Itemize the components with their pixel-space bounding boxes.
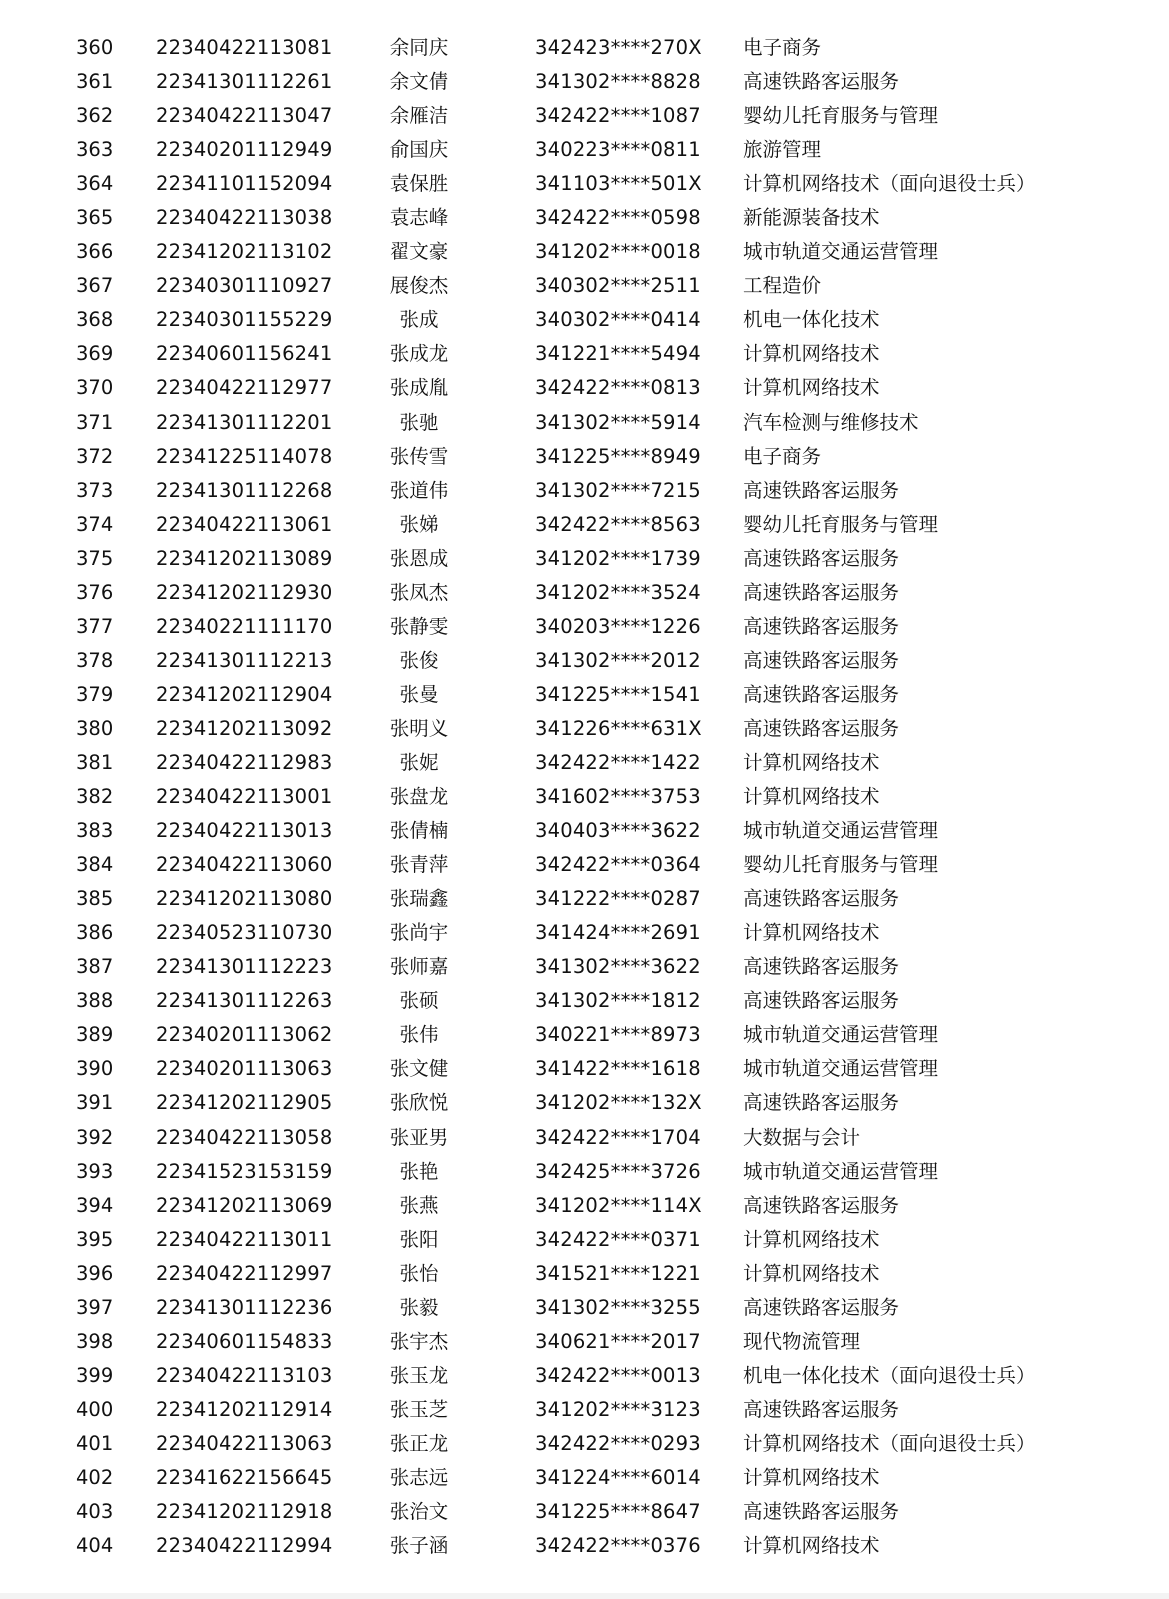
table-row bbox=[0, 1461, 1169, 1495]
table-row bbox=[0, 1018, 1169, 1052]
major-name: 计算机网络技术 bbox=[743, 750, 880, 774]
id-card-number: 341103****501X bbox=[535, 172, 702, 196]
student-exam-id: 22340422113047 bbox=[156, 104, 333, 128]
major-name: 高速铁路客运服务 bbox=[743, 682, 900, 706]
student-exam-id: 22340422113001 bbox=[156, 785, 333, 809]
student-name: 张成 bbox=[399, 308, 439, 332]
student-name: 张驰 bbox=[399, 410, 439, 434]
major-name: 婴幼儿托育服务与管理 bbox=[743, 104, 939, 128]
row-number: 381 bbox=[76, 750, 114, 774]
student-exam-id: 22341202112930 bbox=[156, 580, 333, 604]
student-name: 张瑞鑫 bbox=[389, 887, 449, 911]
student-exam-id: 22340301155229 bbox=[156, 308, 333, 332]
row-number: 388 bbox=[76, 989, 114, 1013]
row-number: 371 bbox=[76, 410, 114, 434]
table-row bbox=[0, 65, 1169, 99]
student-exam-id: 22340422113061 bbox=[156, 512, 333, 536]
row-number: 373 bbox=[76, 478, 114, 502]
row-number: 382 bbox=[76, 785, 114, 809]
student-exam-id: 22340422113011 bbox=[156, 1227, 333, 1251]
row-number: 376 bbox=[76, 580, 114, 604]
table-row bbox=[0, 1529, 1169, 1563]
major-name: 高速铁路客运服务 bbox=[743, 1193, 900, 1217]
major-name: 城市轨道交通运营管理 bbox=[743, 240, 939, 264]
row-number: 399 bbox=[76, 1363, 114, 1387]
table-row bbox=[0, 1052, 1169, 1086]
student-name: 张盘龙 bbox=[389, 785, 449, 809]
student-exam-id: 22341225114078 bbox=[156, 444, 333, 468]
table-row bbox=[0, 882, 1169, 916]
row-number: 361 bbox=[76, 70, 114, 94]
id-card-number: 340403****3622 bbox=[535, 819, 701, 843]
table-row bbox=[0, 746, 1169, 780]
major-name: 高速铁路客运服务 bbox=[743, 1295, 900, 1319]
major-name: 高速铁路客运服务 bbox=[743, 887, 900, 911]
student-name: 张燕 bbox=[399, 1193, 439, 1217]
row-number: 379 bbox=[76, 682, 114, 706]
id-card-number: 342422****0813 bbox=[535, 376, 701, 400]
major-name: 高速铁路客运服务 bbox=[743, 70, 900, 94]
table-row bbox=[0, 1495, 1169, 1529]
id-card-number: 342422****8563 bbox=[535, 512, 701, 536]
row-number: 374 bbox=[76, 512, 114, 536]
major-name: 城市轨道交通运营管理 bbox=[743, 1159, 939, 1183]
id-card-number: 340203****1226 bbox=[535, 614, 701, 638]
major-name: 城市轨道交通运营管理 bbox=[743, 819, 939, 843]
student-name: 张亚男 bbox=[389, 1125, 449, 1149]
student-name: 张成胤 bbox=[389, 376, 449, 400]
major-name: 计算机网络技术 bbox=[743, 1261, 880, 1285]
row-number: 385 bbox=[76, 887, 114, 911]
student-exam-id: 22340422113058 bbox=[156, 1125, 333, 1149]
student-name: 展俊杰 bbox=[389, 274, 449, 298]
student-exam-id: 22340301110927 bbox=[156, 274, 333, 298]
student-name: 张成龙 bbox=[389, 342, 449, 366]
student-name: 张正龙 bbox=[389, 1431, 449, 1455]
id-card-number: 342425****3726 bbox=[535, 1159, 701, 1183]
student-exam-id: 22340422113103 bbox=[156, 1363, 333, 1387]
id-card-number: 342422****1422 bbox=[535, 750, 701, 774]
id-card-number: 342422****0364 bbox=[535, 853, 701, 877]
row-number: 387 bbox=[76, 955, 114, 979]
id-card-number: 342422****0371 bbox=[535, 1227, 701, 1251]
row-number: 393 bbox=[76, 1159, 114, 1183]
major-name: 计算机网络技术（面向退役士兵） bbox=[743, 172, 1036, 196]
id-card-number: 341302****1812 bbox=[535, 989, 701, 1013]
student-name: 张宇杰 bbox=[389, 1329, 449, 1353]
student-exam-id: 22340201113063 bbox=[156, 1057, 333, 1081]
table-row bbox=[0, 644, 1169, 678]
row-number: 389 bbox=[76, 1023, 114, 1047]
table-row bbox=[0, 576, 1169, 610]
student-name: 张传雪 bbox=[389, 444, 449, 468]
major-name: 高速铁路客运服务 bbox=[743, 716, 900, 740]
student-exam-id: 22341301112213 bbox=[156, 648, 333, 672]
id-card-number: 341225****8949 bbox=[535, 444, 701, 468]
student-name: 张志远 bbox=[389, 1465, 449, 1489]
table-row bbox=[0, 167, 1169, 201]
row-number: 386 bbox=[76, 921, 114, 945]
table-row bbox=[0, 1257, 1169, 1291]
row-number: 372 bbox=[76, 444, 114, 468]
major-name: 计算机网络技术 bbox=[743, 1465, 880, 1489]
table-row bbox=[0, 916, 1169, 950]
major-name: 高速铁路客运服务 bbox=[743, 1397, 900, 1421]
row-number: 401 bbox=[76, 1431, 114, 1455]
table-row bbox=[0, 99, 1169, 133]
major-name: 高速铁路客运服务 bbox=[743, 580, 900, 604]
student-exam-id: 22340523110730 bbox=[156, 921, 333, 945]
row-number: 397 bbox=[76, 1295, 114, 1319]
student-name: 张曼 bbox=[399, 682, 439, 706]
id-card-number: 341302****7215 bbox=[535, 478, 701, 502]
student-name: 余文倩 bbox=[389, 70, 449, 94]
student-name: 袁保胜 bbox=[389, 172, 449, 196]
id-card-number: 340621****2017 bbox=[535, 1329, 701, 1353]
student-exam-id: 22340422112994 bbox=[156, 1534, 333, 1558]
student-exam-id: 22341202112918 bbox=[156, 1500, 333, 1524]
id-card-number: 341225****1541 bbox=[535, 682, 701, 706]
row-number: 394 bbox=[76, 1193, 114, 1217]
id-card-number: 341202****0018 bbox=[535, 240, 701, 264]
table-row bbox=[0, 371, 1169, 405]
row-number: 363 bbox=[76, 138, 114, 162]
major-name: 机电一体化技术（面向退役士兵） bbox=[743, 1363, 1036, 1387]
student-name: 张硕 bbox=[399, 989, 439, 1013]
row-number: 362 bbox=[76, 104, 114, 128]
id-card-number: 342422****0598 bbox=[535, 206, 701, 230]
id-card-number: 341424****2691 bbox=[535, 921, 701, 945]
student-name: 张治文 bbox=[389, 1500, 449, 1524]
major-name: 计算机网络技术 bbox=[743, 1227, 880, 1251]
student-name: 张文健 bbox=[389, 1057, 449, 1081]
student-exam-id: 22340422112983 bbox=[156, 750, 333, 774]
student-exam-id: 22341301112201 bbox=[156, 410, 333, 434]
table-row bbox=[0, 950, 1169, 984]
id-card-number: 341221****5494 bbox=[535, 342, 701, 366]
student-name: 张道伟 bbox=[389, 478, 449, 502]
major-name: 电子商务 bbox=[743, 444, 822, 468]
student-name: 张妮 bbox=[399, 750, 439, 774]
row-number: 365 bbox=[76, 206, 114, 230]
id-card-number: 340302****0414 bbox=[535, 308, 701, 332]
row-number: 390 bbox=[76, 1057, 114, 1081]
row-number: 380 bbox=[76, 716, 114, 740]
student-name: 张欣悦 bbox=[389, 1091, 449, 1115]
student-exam-id: 22341101152094 bbox=[156, 172, 333, 196]
table-row bbox=[0, 814, 1169, 848]
table-row bbox=[0, 31, 1169, 65]
table-row bbox=[0, 1155, 1169, 1189]
major-name: 大数据与会计 bbox=[743, 1125, 861, 1149]
student-exam-id: 22340601156241 bbox=[156, 342, 333, 366]
student-exam-id: 22341202113102 bbox=[156, 240, 333, 264]
student-exam-id: 22340601154833 bbox=[156, 1329, 333, 1353]
id-card-number: 342422****1087 bbox=[535, 104, 701, 128]
student-name: 张倩楠 bbox=[389, 819, 449, 843]
student-exam-id: 22341301112263 bbox=[156, 989, 333, 1013]
row-number: 398 bbox=[76, 1329, 114, 1353]
row-number: 395 bbox=[76, 1227, 114, 1251]
student-name: 余雁洁 bbox=[389, 104, 449, 128]
major-name: 高速铁路客运服务 bbox=[743, 546, 900, 570]
table-row bbox=[0, 474, 1169, 508]
student-exam-id: 22340221111170 bbox=[156, 614, 333, 638]
student-exam-id: 22341202113089 bbox=[156, 546, 333, 570]
major-name: 高速铁路客运服务 bbox=[743, 648, 900, 672]
id-card-number: 341302****8828 bbox=[535, 70, 701, 94]
table-row bbox=[0, 848, 1169, 882]
student-name: 张青萍 bbox=[389, 853, 449, 877]
major-name: 高速铁路客运服务 bbox=[743, 955, 900, 979]
student-name: 俞国庆 bbox=[389, 138, 449, 162]
student-exam-id: 22341622156645 bbox=[156, 1465, 333, 1489]
student-exam-id: 22340422112997 bbox=[156, 1261, 333, 1285]
student-exam-id: 22341301112261 bbox=[156, 70, 333, 94]
row-number: 404 bbox=[76, 1534, 114, 1558]
student-exam-id: 22341301112223 bbox=[156, 955, 333, 979]
major-name: 计算机网络技术（面向退役士兵） bbox=[743, 1431, 1036, 1455]
student-exam-id: 22340422113013 bbox=[156, 819, 333, 843]
major-name: 高速铁路客运服务 bbox=[743, 614, 900, 638]
student-exam-id: 22341301112236 bbox=[156, 1295, 333, 1319]
table-row bbox=[0, 1223, 1169, 1257]
table-row bbox=[0, 235, 1169, 269]
table-row bbox=[0, 780, 1169, 814]
table-row bbox=[0, 1086, 1169, 1120]
table-row bbox=[0, 1189, 1169, 1223]
student-exam-id: 22341202113092 bbox=[156, 716, 333, 740]
table-row bbox=[0, 610, 1169, 644]
student-exam-id: 22341202112905 bbox=[156, 1091, 333, 1115]
id-card-number: 342422****0376 bbox=[535, 1534, 701, 1558]
row-number: 400 bbox=[76, 1397, 114, 1421]
student-exam-id: 22341523153159 bbox=[156, 1159, 333, 1183]
page-bottom-edge bbox=[0, 1593, 1169, 1599]
major-name: 计算机网络技术 bbox=[743, 921, 880, 945]
id-card-number: 341302****3255 bbox=[535, 1295, 701, 1319]
row-number: 377 bbox=[76, 614, 114, 638]
table-row bbox=[0, 678, 1169, 712]
major-name: 旅游管理 bbox=[743, 138, 822, 162]
student-exam-id: 22341202113080 bbox=[156, 887, 333, 911]
table-row bbox=[0, 1393, 1169, 1427]
id-card-number: 341224****6014 bbox=[535, 1465, 701, 1489]
student-name: 张子涵 bbox=[389, 1534, 449, 1558]
id-card-number: 341521****1221 bbox=[535, 1261, 701, 1285]
id-card-number: 342422****1704 bbox=[535, 1125, 701, 1149]
table-row bbox=[0, 1359, 1169, 1393]
row-number: 392 bbox=[76, 1125, 114, 1149]
id-card-number: 341202****3123 bbox=[535, 1397, 701, 1421]
id-card-number: 340223****0811 bbox=[535, 138, 701, 162]
major-name: 工程造价 bbox=[743, 274, 822, 298]
major-name: 计算机网络技术 bbox=[743, 785, 880, 809]
row-number: 402 bbox=[76, 1465, 114, 1489]
student-name: 张毅 bbox=[399, 1295, 439, 1319]
id-card-number: 341222****0287 bbox=[535, 887, 701, 911]
row-number: 368 bbox=[76, 308, 114, 332]
major-name: 计算机网络技术 bbox=[743, 376, 880, 400]
student-exam-id: 22341301112268 bbox=[156, 478, 333, 502]
student-exam-id: 22340201113062 bbox=[156, 1023, 333, 1047]
student-name: 张怡 bbox=[399, 1261, 439, 1285]
student-exam-id: 22340201112949 bbox=[156, 138, 333, 162]
student-name: 翟文豪 bbox=[389, 240, 449, 264]
table-row bbox=[0, 1121, 1169, 1155]
student-exam-id: 22340422113081 bbox=[156, 36, 333, 59]
student-list-table bbox=[0, 31, 1169, 1563]
student-exam-id: 22341202112904 bbox=[156, 682, 333, 706]
major-name: 新能源装备技术 bbox=[743, 206, 880, 230]
student-name: 张阳 bbox=[399, 1227, 439, 1251]
student-exam-id: 22340422112977 bbox=[156, 376, 333, 400]
student-name: 袁志峰 bbox=[389, 206, 449, 230]
major-name: 城市轨道交通运营管理 bbox=[743, 1057, 939, 1081]
id-card-number: 341225****8647 bbox=[535, 1500, 701, 1524]
major-name: 现代物流管理 bbox=[743, 1329, 861, 1353]
row-number: 396 bbox=[76, 1261, 114, 1285]
table-row bbox=[0, 201, 1169, 235]
table-row bbox=[0, 984, 1169, 1018]
table-row bbox=[0, 542, 1169, 576]
student-name: 张艳 bbox=[399, 1159, 439, 1183]
row-number: 375 bbox=[76, 546, 114, 570]
student-name: 张师嘉 bbox=[389, 955, 449, 979]
table-row bbox=[0, 1427, 1169, 1461]
student-exam-id: 22341202112914 bbox=[156, 1397, 333, 1421]
id-card-number: 342422****0013 bbox=[535, 1363, 701, 1387]
major-name: 城市轨道交通运营管理 bbox=[743, 1023, 939, 1047]
table-row bbox=[0, 508, 1169, 542]
row-number: 366 bbox=[76, 240, 114, 264]
student-name: 张俊 bbox=[399, 648, 439, 672]
table-row bbox=[0, 712, 1169, 746]
major-name: 婴幼儿托育服务与管理 bbox=[743, 512, 939, 536]
id-card-number: 340221****8973 bbox=[535, 1023, 701, 1047]
id-card-number: 341202****114X bbox=[535, 1193, 702, 1217]
id-card-number: 341226****631X bbox=[535, 716, 702, 740]
table-row bbox=[0, 133, 1169, 167]
student-name: 张尚宇 bbox=[389, 921, 449, 945]
id-card-number: 341202****132X bbox=[535, 1091, 702, 1115]
id-card-number: 341602****3753 bbox=[535, 785, 701, 809]
table-row bbox=[0, 337, 1169, 371]
row-number: 370 bbox=[76, 376, 114, 400]
major-name: 计算机网络技术 bbox=[743, 1534, 880, 1558]
student-exam-id: 22341202113069 bbox=[156, 1193, 333, 1217]
student-exam-id: 22340422113063 bbox=[156, 1431, 333, 1455]
row-number: 384 bbox=[76, 853, 114, 877]
major-name: 电子商务 bbox=[743, 36, 822, 59]
id-card-number: 341202****3524 bbox=[535, 580, 701, 604]
major-name: 婴幼儿托育服务与管理 bbox=[743, 853, 939, 877]
major-name: 计算机网络技术 bbox=[743, 342, 880, 366]
major-name: 机电一体化技术 bbox=[743, 308, 880, 332]
id-card-number: 341202****1739 bbox=[535, 546, 701, 570]
table-row bbox=[0, 303, 1169, 337]
row-number: 378 bbox=[76, 648, 114, 672]
student-name: 张明义 bbox=[389, 716, 449, 740]
table-row bbox=[0, 440, 1169, 474]
student-name: 张娣 bbox=[399, 512, 439, 536]
student-exam-id: 22340422113060 bbox=[156, 853, 333, 877]
row-number: 403 bbox=[76, 1500, 114, 1524]
table-row bbox=[0, 1325, 1169, 1359]
student-name: 张伟 bbox=[399, 1023, 439, 1047]
major-name: 高速铁路客运服务 bbox=[743, 478, 900, 502]
id-card-number: 340302****2511 bbox=[535, 274, 701, 298]
row-number: 369 bbox=[76, 342, 114, 366]
id-card-number: 341422****1618 bbox=[535, 1057, 701, 1081]
major-name: 高速铁路客运服务 bbox=[743, 1500, 900, 1524]
row-number: 367 bbox=[76, 274, 114, 298]
id-card-number: 341302****3622 bbox=[535, 955, 701, 979]
major-name: 汽车检测与维修技术 bbox=[743, 410, 919, 434]
major-name: 高速铁路客运服务 bbox=[743, 1091, 900, 1115]
student-exam-id: 22340422113038 bbox=[156, 206, 333, 230]
table-row bbox=[0, 1291, 1169, 1325]
major-name: 高速铁路客运服务 bbox=[743, 989, 900, 1013]
row-number: 391 bbox=[76, 1091, 114, 1115]
student-name: 余同庆 bbox=[389, 36, 449, 59]
id-card-number: 341302****5914 bbox=[535, 410, 701, 434]
row-number: 383 bbox=[76, 819, 114, 843]
table-row bbox=[0, 269, 1169, 303]
student-name: 张玉芝 bbox=[389, 1397, 449, 1421]
id-card-number: 342422****0293 bbox=[535, 1431, 701, 1455]
student-name: 张静雯 bbox=[389, 614, 449, 638]
row-number: 364 bbox=[76, 172, 114, 196]
table-row bbox=[0, 406, 1169, 440]
id-card-number: 341302****2012 bbox=[535, 648, 701, 672]
row-number: 360 bbox=[76, 36, 114, 59]
student-name: 张凤杰 bbox=[389, 580, 449, 604]
id-card-number: 342423****270X bbox=[535, 36, 702, 59]
student-name: 张玉龙 bbox=[389, 1363, 449, 1387]
student-name: 张恩成 bbox=[389, 546, 449, 570]
